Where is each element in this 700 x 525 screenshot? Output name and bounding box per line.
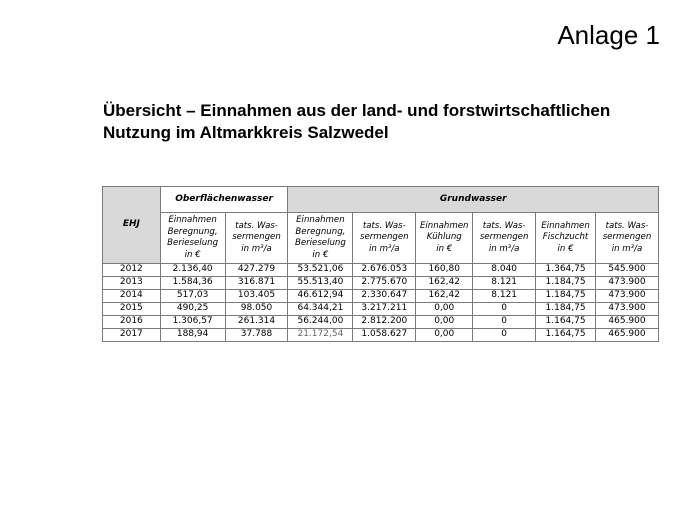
column-header-line: Einnahmen xyxy=(541,220,590,231)
surface-water-header: Oberflächenwasser xyxy=(160,187,288,213)
table-cell: 98.050 xyxy=(225,303,288,316)
column-header-line: sermengen xyxy=(359,232,409,243)
table-cell: 465.900 xyxy=(596,329,659,342)
column-header-line: sermengen xyxy=(232,232,281,243)
column-header xyxy=(536,213,596,264)
title-line-2: Nutzung im Altmarkkreis Salzwedel xyxy=(103,123,389,142)
table-cell: 1.184,75 xyxy=(536,277,596,290)
groundwater-header: Grundwasser xyxy=(288,187,659,213)
table-cell: 37.788 xyxy=(225,329,288,342)
column-header-line: tats. Was- xyxy=(235,220,278,231)
year-cell: 2015 xyxy=(103,303,161,316)
column-header-line: tats. Was- xyxy=(605,220,649,231)
table-cell: 1.164,75 xyxy=(536,316,596,329)
year-cell: 2012 xyxy=(103,264,161,277)
table-cell: 545.900 xyxy=(596,264,659,277)
table-cell: 0,00 xyxy=(416,316,473,329)
table-cell: 0 xyxy=(473,329,536,342)
table-row xyxy=(103,277,659,290)
table-cell: 1.058.627 xyxy=(353,329,416,342)
table-cell: 160,80 xyxy=(416,264,473,277)
table-cell: 2.676.053 xyxy=(353,264,416,277)
table-row xyxy=(103,329,659,342)
table-cell: 162,42 xyxy=(416,277,473,290)
column-header-line: in € xyxy=(312,249,329,260)
column-header xyxy=(160,213,225,264)
ehj-header: EHJ xyxy=(103,187,161,264)
column-header-line: sermengen xyxy=(479,232,529,243)
table-cell: 3.217.211 xyxy=(353,303,416,316)
column-header-line: tats. Was- xyxy=(362,220,406,231)
column-header-line: tats. Was- xyxy=(482,220,526,231)
year-cell: 2017 xyxy=(103,329,161,342)
table-cell: 0 xyxy=(473,316,536,329)
table-cell: 64.344,21 xyxy=(288,303,353,316)
table-cell: 8.040 xyxy=(473,264,536,277)
table-cell: 162,42 xyxy=(416,290,473,303)
table-cell: 1.364,75 xyxy=(536,264,596,277)
column-header-line: Berieselung xyxy=(294,238,346,248)
table-cell: 261.314 xyxy=(225,316,288,329)
annex-label: Anlage 1 xyxy=(557,20,660,50)
column-header-line: sermengen xyxy=(602,232,652,243)
table-cell: 2.330.647 xyxy=(353,290,416,303)
table-cell: 8.121 xyxy=(473,290,536,303)
table-cell: 473.900 xyxy=(596,303,659,316)
column-header-line: in € xyxy=(557,243,574,254)
column-header xyxy=(473,213,536,264)
table-cell: 21.172,54 xyxy=(288,329,353,342)
table-cell: 1.184,75 xyxy=(536,303,596,316)
column-header-line: Beregnung, xyxy=(167,226,218,237)
column-header-line: Fischzucht xyxy=(542,232,589,243)
table-subheader-row xyxy=(103,213,659,264)
table-cell: 1.164,75 xyxy=(536,329,596,342)
table-row xyxy=(103,264,659,277)
table-cell: 490,25 xyxy=(160,303,225,316)
table-cell: 0,00 xyxy=(416,329,473,342)
column-header-line: in m³/a xyxy=(488,243,520,254)
column-header xyxy=(288,213,353,264)
table-cell: 316.871 xyxy=(225,277,288,290)
column-header-line: Einnahmen xyxy=(168,215,217,225)
title-line-1: Übersicht – Einnahmen aus der land- und forstwirtschaftlichen xyxy=(103,101,611,120)
year-cell: 2014 xyxy=(103,290,161,303)
column-header-line: Berieselung xyxy=(167,238,219,248)
page-title xyxy=(103,100,663,144)
table-cell: 46.612,94 xyxy=(288,290,353,303)
table-row xyxy=(103,303,659,316)
column-header-line: Beregnung, xyxy=(295,226,346,237)
table-cell: 465.900 xyxy=(596,316,659,329)
table-cell: 0 xyxy=(473,303,536,316)
table-cell: 2.812.200 xyxy=(353,316,416,329)
column-header-line: in € xyxy=(184,249,201,260)
column-header-line: Einnahmen xyxy=(296,215,345,225)
table-row xyxy=(103,316,659,329)
column-header xyxy=(416,213,473,264)
table-cell: 1.584,36 xyxy=(160,277,225,290)
year-cell: 2013 xyxy=(103,277,161,290)
column-header xyxy=(596,213,659,264)
table-cell: 473.900 xyxy=(596,290,659,303)
table-cell: 473.900 xyxy=(596,277,659,290)
column-header-line: in m³/a xyxy=(241,243,272,254)
year-cell: 2016 xyxy=(103,316,161,329)
table-group-header-row xyxy=(103,187,659,213)
revenue-table xyxy=(102,186,659,342)
table-cell: 2.136,40 xyxy=(160,264,225,277)
table-row xyxy=(103,290,659,303)
table-cell: 8.121 xyxy=(473,277,536,290)
column-header-line: in m³/a xyxy=(369,243,400,254)
column-header-line: in € xyxy=(436,243,453,254)
table-cell: 2.775.670 xyxy=(353,277,416,290)
table-body xyxy=(103,264,659,342)
table-cell: 517,03 xyxy=(160,290,225,303)
column-header-line: Kühlung xyxy=(426,232,462,243)
table-cell: 0,00 xyxy=(416,303,473,316)
column-header-line: in m³/a xyxy=(611,243,643,254)
table-cell: 55.513,40 xyxy=(288,277,353,290)
column-header xyxy=(353,213,416,264)
table-cell: 53.521,06 xyxy=(288,264,353,277)
table-cell: 427.279 xyxy=(225,264,288,277)
column-header xyxy=(225,213,288,264)
table-cell: 188,94 xyxy=(160,329,225,342)
table-cell: 1.306,57 xyxy=(160,316,225,329)
column-header-line: Einnahmen xyxy=(419,220,469,231)
table-cell: 56.244,00 xyxy=(288,316,353,329)
table-cell: 103.405 xyxy=(225,290,288,303)
table-cell: 1.184,75 xyxy=(536,290,596,303)
